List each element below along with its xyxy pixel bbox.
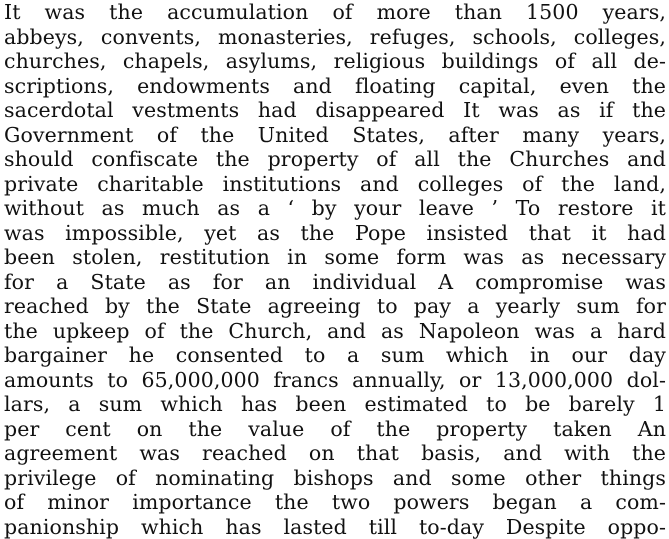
text-line: the upkeep of the Church, and as Napoleon was a hard [4, 319, 666, 344]
text-line: without as much as a ‘ by your leave ’ To restore it [4, 196, 666, 221]
text-line: private charitable institutions and colleges of the land, [4, 172, 666, 197]
text-line: privilege of nominating bishops and some other things [4, 466, 666, 491]
text-line: panionship which has lasted till to-day Despite oppo- [4, 515, 666, 539]
text-line: been stolen, restitution in some form was as necessary [4, 245, 666, 270]
text-line: abbeys, convents, monasteries, refuges, schools, colleges, [4, 25, 666, 50]
text-line: agreement was reached on that basis, and with the [4, 441, 666, 466]
text-line: bargainer he consented to a sum which in our day [4, 343, 666, 368]
text-line: It was the accumulation of more than 1500 years, [4, 0, 666, 25]
text-line: lars, a sum which has been estimated to be barely 1 [4, 392, 666, 417]
text-column [4, 0, 666, 539]
text-line: for a State as for an individual A compromise was [4, 270, 666, 295]
text-line: amounts to 65,000,000 francs annually, or 13,000,000 dol- [4, 368, 666, 393]
text-line: Government of the United States, after many years, [4, 123, 666, 148]
text-line: per cent on the value of the property taken An [4, 417, 666, 442]
text-line: should confiscate the property of all the Churches and [4, 147, 666, 172]
text-line: churches, chapels, asylums, religious buildings of all de- [4, 49, 666, 74]
text-line: reached by the State agreeing to pay a yearly sum for [4, 294, 666, 319]
text-line: sacerdotal vestments had disappeared It was as if the [4, 98, 666, 123]
text-line: was impossible, yet as the Pope insisted that it had [4, 221, 666, 246]
text-line: scriptions, endowments and floating capital, even the [4, 74, 666, 99]
text-line: of minor importance the two powers began a com- [4, 490, 666, 515]
